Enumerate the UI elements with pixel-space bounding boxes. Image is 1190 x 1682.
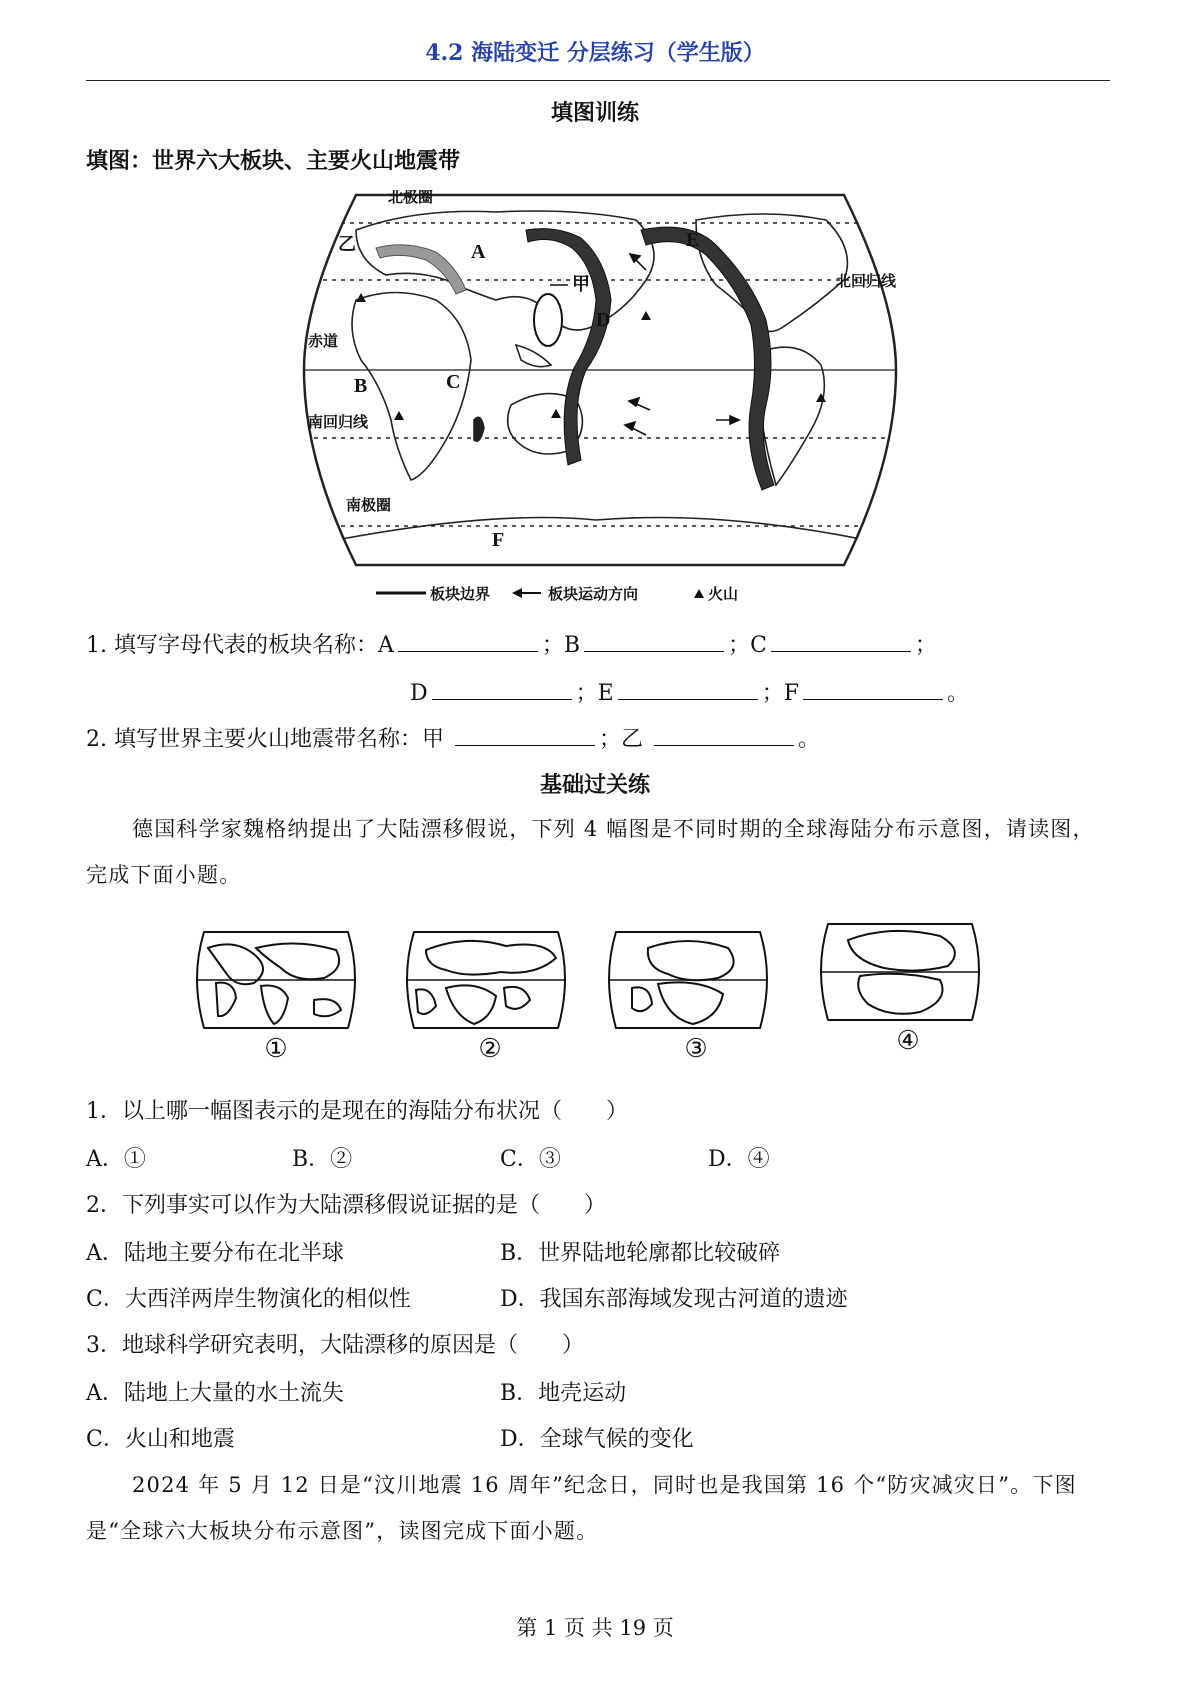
- plate-label-b: B: [354, 375, 368, 397]
- plate-label-f: F: [492, 529, 505, 551]
- map-legend: [376, 580, 766, 610]
- plate-label-c: C: [446, 371, 461, 393]
- blank-e[interactable]: [618, 677, 758, 700]
- legend-boundary-label: 板块边界: [430, 587, 491, 603]
- mini-map-label-1: ①: [264, 1034, 288, 1064]
- legend-direction-label: 板块运动方向: [548, 587, 639, 603]
- q1-option-c[interactable]: C．③: [500, 1147, 561, 1172]
- q1-letter-d: D: [410, 681, 428, 706]
- label-equator: 赤道: [308, 334, 339, 350]
- mini-map-label-3: ③: [684, 1034, 708, 1064]
- mini-map-2: [406, 932, 566, 1028]
- four-period-maps: [190, 920, 1010, 1070]
- blank-jia[interactable]: [455, 723, 595, 746]
- question-2-stem: 2．下列事实可以作为大陆漂移假说证据的是（ ）: [86, 1193, 606, 1218]
- intro-paragraph-2: 2024 年 5 月 12 日是“汶川地震 16 周年”纪念日，同时也是我国第 16 个“防灾减灾日”。下图是“全球六大板块分布示意图”，读图完成下面小题。: [86, 1473, 1077, 1543]
- fill-map-subtitle: 填图：世界六大板块、主要火山地震带: [86, 148, 461, 174]
- fill-question-1-row1: 1. 填写字母代表的板块名称：A ；B ；C ；: [86, 628, 937, 659]
- q3-option-b[interactable]: B．地壳运动: [500, 1381, 627, 1406]
- q1-letter-e: E: [597, 681, 614, 706]
- mini-map-1: [196, 932, 356, 1028]
- question-1-stem: 1．以上哪一幅图表示的是现在的海陆分布状况（ ）: [86, 1099, 628, 1124]
- blank-a[interactable]: [398, 629, 538, 652]
- fill-question-2: 2. 填写世界主要火山地震带名称：甲 ；乙 。: [86, 722, 820, 753]
- q1-letter-a: A: [377, 633, 394, 658]
- q1-letter-b: B: [563, 633, 581, 658]
- document-title: 4.2 海陆变迁 分层练习（学生版）: [425, 40, 765, 66]
- label-tropic-capricorn: 南回归线: [308, 415, 369, 431]
- q1-option-a[interactable]: A．①: [86, 1147, 146, 1172]
- mini-map-label-4: ④: [896, 1026, 920, 1056]
- blank-d[interactable]: [432, 677, 572, 700]
- mini-map-3: [608, 932, 768, 1028]
- belt-label-jia: 甲: [572, 274, 590, 294]
- mini-map-label-2: ②: [478, 1034, 502, 1064]
- q1-option-b[interactable]: B．②: [292, 1147, 353, 1172]
- q2-option-a[interactable]: A．陆地主要分布在北半球: [86, 1241, 344, 1266]
- plate-label-a: A: [471, 241, 486, 263]
- world-plates-map: [296, 190, 904, 600]
- legend-volcano-label: 火山: [708, 587, 739, 603]
- mini-map-4: [820, 924, 980, 1020]
- plate-label-e: E: [686, 229, 700, 251]
- section-title-basic: 基础过关练: [539, 772, 650, 798]
- q3-option-c[interactable]: C．火山和地震: [86, 1427, 235, 1452]
- q2-mid: 乙: [621, 727, 644, 752]
- blank-f[interactable]: [803, 677, 943, 700]
- q2-option-b[interactable]: B．世界陆地轮廓都比较破碎: [500, 1241, 781, 1266]
- blank-b[interactable]: [584, 629, 724, 652]
- q1-letter-c: C: [750, 633, 767, 658]
- q1-prefix: 1. 填写字母代表的板块名称：: [86, 633, 378, 658]
- q1-letter-f: F: [783, 681, 799, 706]
- belt-label-yi: 乙: [338, 234, 356, 254]
- plate-label-d: D: [596, 309, 611, 331]
- fill-question-1-row2: D ；E ；F 。: [410, 676, 969, 707]
- blank-c[interactable]: [771, 629, 911, 652]
- q2-option-c[interactable]: C．大西洋两岸生物演化的相似性: [86, 1287, 411, 1312]
- blank-yi[interactable]: [654, 723, 794, 746]
- q2-prefix: 2. 填写世界主要火山地震带名称：甲: [86, 727, 444, 752]
- page-number: 第 1 页 共 19 页: [516, 1616, 674, 1640]
- label-antarctic-circle: 南极圈: [346, 498, 392, 514]
- label-tropic-cancer: 北回归线: [836, 274, 897, 290]
- header-divider: [86, 80, 1110, 81]
- question-3-stem: 3．地球科学研究表明，大陆漂移的原因是（ ）: [86, 1333, 584, 1358]
- q3-option-d[interactable]: D．全球气候的变化: [500, 1427, 694, 1452]
- q2-option-d[interactable]: D．我国东部海域发现古河道的遗迹: [500, 1287, 848, 1312]
- q1-option-d[interactable]: D．④: [708, 1147, 770, 1172]
- intro-paragraph: 德国科学家魏格纳提出了大陆漂移假说，下列 4 幅图是不同时期的全球海陆分布示意图，请读图，完成下面小题。: [86, 817, 1095, 887]
- q3-option-a[interactable]: A．陆地上大量的水土流失: [86, 1381, 344, 1406]
- label-arctic-circle: 北极圈: [388, 190, 434, 206]
- section-title-fill-map: 填图训练: [550, 100, 639, 126]
